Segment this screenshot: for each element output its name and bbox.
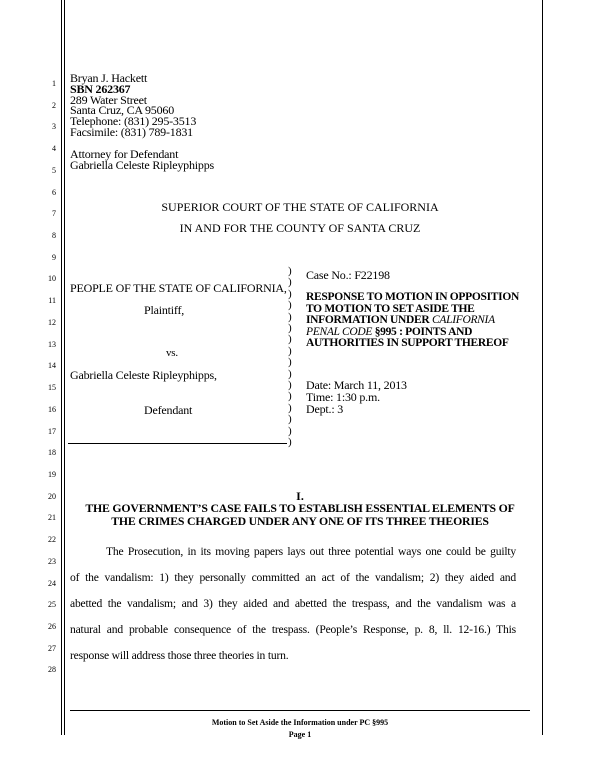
caption-bottom-rule (68, 443, 287, 444)
plaintiff-label: Plaintiff, (144, 303, 185, 317)
title-code: CALIFORNIA PENAL CODE (306, 314, 495, 338)
section-heading-line2: THE CRIMES CHARGED UNDER ANY ONE OF ITS THREE THEORIES (111, 514, 489, 528)
attorney-sbn: SBN 262367 (70, 82, 131, 96)
caption-brace: ) ) ) ) ) ) ) ) ) ) ) ) ) ) ) ) (288, 265, 292, 449)
section-number: I. (296, 489, 304, 503)
line-number: 2 (52, 100, 56, 110)
line-number: 20 (48, 491, 56, 501)
right-margin-rule (542, 0, 543, 735)
footer-rule (70, 710, 530, 711)
line-number: 14 (48, 361, 56, 371)
line-number: 3 (52, 122, 56, 132)
title-part1: RESPONSE TO MOTION IN OPPOSITION TO MOTION TO SET ASIDE THE INFORMATION UNDER (306, 291, 519, 327)
case-number: Case No.: F22198 (306, 268, 390, 282)
line-number: 28 (48, 665, 56, 675)
line-number: 18 (48, 448, 56, 458)
line-number: 11 (48, 296, 56, 306)
body-line-2: of the vandalism: 1) they personally committed an act of the vandalism; 2) they aided and (70, 571, 516, 584)
body-line-3: abetted the vandalism; and 3) they aided and abetted the trespass, and the vandalism was a (70, 597, 516, 610)
hearing-date: Date: March 11, 2013 (306, 378, 407, 392)
line-number: 12 (48, 317, 56, 327)
document-title (306, 292, 526, 350)
footer-page: Page 1 (288, 730, 312, 739)
line-number: 25 (48, 600, 56, 610)
defendant-label: Defendant (144, 403, 193, 417)
defendant-name: Gabriella Celeste Ripleyphipps, (70, 368, 217, 382)
line-number: 24 (48, 578, 56, 588)
line-number: 1 (52, 79, 56, 88)
line-number: 4 (52, 144, 56, 154)
line-number: 6 (52, 187, 56, 197)
line-number: 21 (48, 513, 56, 523)
attorney-street: 289 Water Street (70, 93, 147, 107)
section-heading-line1: THE GOVERNMENT’S CASE FAILS TO ESTABLISH ESSENTIAL ELEMENTS OF (85, 501, 515, 515)
line-number: 22 (48, 535, 56, 545)
line-number: 9 (52, 252, 56, 262)
line-number: 8 (52, 231, 56, 241)
line-number: 17 (48, 426, 56, 436)
left-margin-rule-inner (64, 0, 65, 735)
court-name: SUPERIOR COURT OF THE STATE OF CALIFORNIA (161, 200, 439, 214)
hearing-time: Time: 1:30 p.m. (306, 390, 380, 404)
attorney-telephone: Telephone: (831) 295-3513 (70, 114, 197, 128)
attorney-facsimile: Facsimile: (831) 789-1831 (70, 125, 193, 139)
versus: vs. (166, 347, 178, 359)
attorney-name: Bryan J. Hackett (70, 71, 148, 85)
line-number: 27 (48, 643, 56, 653)
line-number: 26 (48, 622, 56, 631)
attorney-client: Gabriella Celeste Ripleyphipps (70, 158, 214, 172)
line-number: 15 (48, 383, 56, 393)
line-number: 10 (48, 274, 56, 284)
left-margin-rule-outer (61, 0, 62, 735)
hearing-dept: Dept.: 3 (306, 402, 344, 416)
title-part2: §995 : POINTS AND AUTHORITIES IN SUPPORT THEREOF (306, 325, 509, 350)
line-number: 13 (48, 339, 56, 349)
line-number: 16 (48, 404, 56, 414)
footer-title: Motion to Set Aside the Information under PC §995 (211, 718, 389, 727)
body-line-1: The Prosecution, in its moving papers lays out three potential ways one could be guilty (106, 545, 516, 558)
body-line-4: natural and probable consequence of the trespass. (People’s Response, p. 8, ll. 12-16.) This (70, 623, 516, 636)
line-number: 23 (48, 556, 56, 566)
line-number: 5 (52, 165, 56, 175)
attorney-role: Attorney for Defendant (70, 147, 179, 161)
plaintiff-name: PEOPLE OF THE STATE OF CALIFORNIA, (70, 281, 287, 295)
line-number: 19 (48, 469, 56, 479)
court-county: IN AND FOR THE COUNTY OF SANTA CRUZ (179, 221, 421, 235)
body-line-5: response will address those three theories in turn. (70, 649, 289, 662)
line-number: 7 (52, 209, 56, 219)
attorney-city: Santa Cruz, CA 95060 (70, 103, 174, 117)
